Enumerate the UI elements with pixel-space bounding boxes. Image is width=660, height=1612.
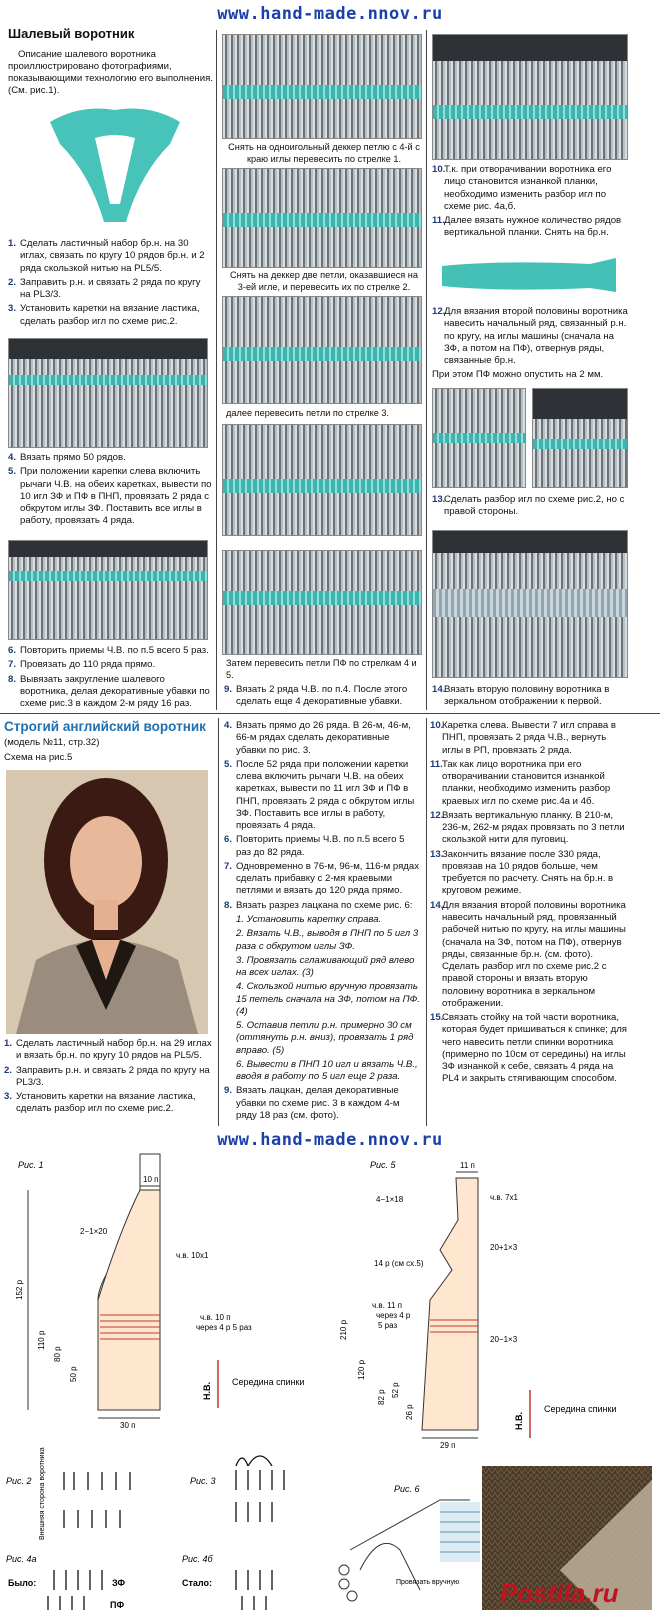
step-item (224, 834, 422, 859)
fig1-h-total: 152 р (15, 1279, 24, 1300)
fig1-cv2: ч.в. 10 п (200, 1313, 231, 1322)
section1-col2-step9 (224, 684, 422, 711)
fig5-note1: 14 р (см сх.5) (374, 1259, 424, 1268)
step-number: 11. (432, 215, 445, 227)
fig5-bottom: 29 п (440, 1441, 456, 1450)
step-item (224, 720, 422, 757)
step-text: Вязать 2 ряда Ч.В. по п.4. После этого сделать еще 4 декоративные убавки. (236, 684, 408, 708)
step-item (432, 215, 628, 240)
section1-col1-steps-a (8, 238, 213, 330)
fig4a-needle-pattern (48, 1570, 102, 1610)
substep: 1. Установить каретку справа. (236, 913, 382, 925)
step-text: Далее вязать нужное количество рядов вертикальной планки. Снять на бр.н. (444, 215, 622, 239)
step-text: Установить каретки на вязание ластика, сделать разбор игл по схеме рис.2. (20, 303, 200, 327)
step-item (4, 1091, 216, 1116)
step-number: 5. (8, 466, 17, 478)
step-number: 2. (4, 1064, 13, 1076)
section2-col2 (224, 720, 422, 1124)
step-item (8, 277, 213, 302)
step-text: Вязать прямо 50 рядов. (20, 452, 126, 463)
woman-portrait-photo (6, 770, 208, 1034)
step-number: 10. (430, 720, 444, 731)
step-number: 10. (432, 164, 446, 175)
fig5-h2: 82 р (377, 1389, 386, 1405)
step-number: 12. (432, 306, 446, 317)
step-text: Закончить вязание после 330 ряда, провязав на 10 рядов больше, чем требуется по расчету. Снять на бр.н. в круговом режиме. (442, 848, 614, 897)
section1-col1-steps-c (8, 645, 213, 712)
step-text: Сделать ластичный набор бр.н. на 30 иглах, связать по кругу 10 рядов бр.н. и 2 ряда скользкой нитью на PL5/5. (20, 238, 205, 274)
substep: 6. Вывести в ПНП 10 игл и вязать Ч.В., вводя в работу по 5 игл еще 2 раза. (236, 1058, 418, 1083)
step-number: 3. (8, 303, 17, 315)
fig1-top-width: 10 п (143, 1175, 159, 1184)
step-text: Вязать вторую половину воротника в зеркальном отображении к первой. (444, 684, 610, 708)
step-number: 4. (8, 452, 17, 463)
step-text: Повторить приемы Ч.В. по п.5 всего 5 раз. (20, 645, 209, 656)
step-number: 14. (432, 684, 446, 695)
fig5-cv3: через 4 р (376, 1311, 411, 1320)
fig4a-zf: ЗФ (112, 1578, 126, 1588)
fig1-bottom: 30 п (120, 1421, 136, 1430)
collar-shape-illustration (40, 104, 190, 232)
step-number: 9. (224, 684, 233, 695)
step-number: 6. (8, 645, 17, 656)
fig4b-became: Стало: (182, 1578, 213, 1588)
step-item (224, 759, 422, 833)
step-item (8, 674, 213, 711)
step-item (8, 238, 213, 275)
fig5-hv: Н.В. (514, 1412, 524, 1430)
step-text: Заправить р.н. и связать 2 ряда по кругу на PL3/3. (20, 276, 201, 301)
step-item (430, 810, 630, 847)
section1-col1 (8, 26, 213, 100)
section2-title: Строгий английский воротник (4, 719, 206, 734)
step-number: 7. (224, 860, 233, 872)
section1-col3-step13 (432, 494, 628, 521)
step-text: Повторить приемы Ч.В. по п.5 всего 5 раз до 82 ряда. (236, 834, 405, 858)
step-number: 6. (224, 834, 233, 846)
section1-col1-steps-b (8, 452, 213, 530)
fig5-dec: 20−1×3 (490, 1335, 518, 1344)
fig4b-label: Рис. 4б (182, 1554, 213, 1564)
step-number: 9. (224, 1085, 233, 1097)
lapel-substeps (224, 914, 422, 1083)
fig5-label: Рис. 5 (370, 1160, 396, 1170)
second-half-photo-right (532, 388, 628, 488)
step-number: 7. (8, 659, 17, 671)
step-item (8, 466, 213, 527)
step-item (430, 849, 630, 898)
section2-col1-steps (4, 1038, 216, 1118)
fig5-h-total: 210 р (339, 1319, 348, 1340)
fig3-needle-pattern (236, 1456, 284, 1522)
step-number: 1. (8, 238, 17, 249)
watermark: Postila.ru (500, 1578, 619, 1608)
step-number: 8. (224, 899, 233, 911)
step-text: Каретка слева. Вывести 7 игл справа в ПНП, провязать 2 ряда Ч.В., вернуть иглы в РП, провязать 2 ряда. (442, 720, 616, 756)
step-item (8, 645, 213, 657)
step-text: При положении карепки слева включить рычаги Ч.В. на обеих каретках, вывести по 10 игл ЗФ и ПФ в ПНП, провязать 2 ряда с обкрутом иглы ЗФ. Поставить все иглы в работу, провязать 4 ряда. (20, 466, 212, 527)
step-number: 2. (8, 276, 17, 288)
step-item (432, 306, 628, 367)
fig1-h2: 80 р (53, 1346, 62, 1362)
fig2-needle-pattern (64, 1472, 130, 1528)
section-divider (0, 713, 660, 714)
site-url-bottom[interactable]: www.hand-made.nnov.ru (217, 1130, 443, 1150)
step-number: 12. (430, 809, 444, 821)
deccker-photo-3 (222, 296, 422, 404)
step-text: Одновременно в 76-м, 96-м, 116-м рядах сделать прибавку с 2-мя краевыми петлями и вязать до 120 ряда прямо. (236, 860, 420, 897)
step-item (8, 303, 213, 328)
step-text: Вязать лацкан, делая декоративные убавки по схеме рис. 3 в каждом 4-м ряду 18 раз (см. фото). (236, 1085, 400, 1121)
deccker-photo-4 (222, 424, 422, 536)
section2-subtitle1: (модель №11, стр.32) (4, 737, 100, 749)
step-number: 14. (430, 899, 444, 911)
deccker-caption-2: Снять на деккер две петли, оказавшиеся на 3-ей игле, и перевесить их по стрелке 2. (230, 270, 418, 292)
fig5-inc: 20+1×3 (490, 1243, 518, 1252)
finished-collar-photo (432, 530, 628, 678)
step-item (224, 684, 422, 709)
step-note: При этом ПФ можно опустить на 2 мм. (432, 369, 604, 381)
fig1-label: Рис. 1 (18, 1160, 44, 1170)
fig1-cv: ч.в. 10х1 (176, 1251, 209, 1260)
section2-col3 (430, 720, 630, 1088)
step-text: Для вязания второй половины воротника навесить начальный ряд, провязанный рабочей нитью по кругу, на иглы машины (сначала на ЗФ, потом на ПФ), отвернув ряды, связанные бр.н. (см. фото). Сделать разбор игл по схеме рис.2 с правой стороны и вязать вторую половину воротника в зеркальном отображении. (442, 899, 626, 1009)
fig5-center: Середина спинки (544, 1404, 617, 1414)
deccker-photo-1 (222, 34, 422, 139)
step-text: Для вязания второй половины воротника навесить начальный ряд, связанный р.н. по кругу, на иглы машины (сначала на ЗФ, а потом на ПФ), отвернув ряды, связанные бр.н. (444, 306, 628, 367)
fig1-h3: 50 р (69, 1366, 78, 1382)
deccker-caption-3: далее перевесить петли по стрелке 3. (226, 408, 390, 418)
step-number: 11. (430, 758, 443, 770)
fig4a-was: Было: (8, 1578, 37, 1588)
fig5-cv: ч.в. 7х1 (490, 1193, 518, 1202)
column-divider (216, 30, 217, 710)
fig1-cv3: через 4 р 5 раз (196, 1323, 252, 1332)
step-item (432, 494, 628, 519)
substep: 2. Вязать Ч.В., выводя в ПНП по 5 игл 3 раза с обкрутом иглы ЗФ. (236, 928, 419, 952)
step-text: Связать стойку на той части воротника, которая будет пришиваться к спинке; для чего навесить петли спинки воротника (примерно по 10см от середины) на иглы ЗФ изнанкой к себе, связать 4 ряда на PL4 и закрыть стягивающим способом. (442, 1012, 628, 1085)
fig1-h1: 110 р (37, 1330, 46, 1350)
fig1-hv: Н.В. (202, 1382, 212, 1400)
fig3-label: Рис. 3 (190, 1476, 216, 1486)
site-url-top[interactable]: www.hand-made.nnov.ru (217, 4, 443, 24)
step-item (8, 659, 213, 671)
fig5-cv2: ч.в. 11 п (372, 1301, 402, 1310)
section1-title: Шалевый воротник (8, 26, 135, 41)
knitting-machine-photo-2 (8, 540, 208, 640)
step-text: Заправить р.н. и связать 2 ряда по кругу на PL3/3. (16, 1064, 210, 1088)
section1-col3-step14 (432, 684, 628, 711)
section1-intro: Описание шалевого воротника проиллюстрировано фотографиями, показывающими технологию его выполнения. (См. рис.1). (8, 48, 213, 97)
step-number: 8. (8, 673, 17, 685)
step-number: 4. (224, 720, 233, 731)
section2-col1-header (4, 718, 214, 766)
step-item (432, 684, 628, 709)
step-item (224, 861, 422, 898)
column-divider (218, 718, 219, 1126)
section1-col3-steps-a (432, 164, 628, 242)
step-text: Вязать прямо до 26 ряда. В 26-м, 46-м, 66-м рядах сделать декоративные убавки по рис. 3. (236, 720, 411, 756)
fig2-side: Внешняя сторона воротника (39, 1447, 46, 1540)
step-text: Так как лицо воротника при его отворачивании становится изнанкой планки, необходимо изменить разбор краевых игл по схеме рис.4а и 4б. (442, 758, 611, 807)
step-text: После 52 ряда при положении каретки слева включить рычаги Ч.В. на обеих каретках, вывести по 11 игл ЗФ и ПФ в ПНП, провязать 2 ряда с обкрутом иглы ЗФ. Поставить все иглы в работу, провязать 4 ряда. (236, 758, 415, 832)
fig4b-needle-pattern (236, 1570, 272, 1610)
substep: 5. Оставив петли р.н. примерно 30 см (оттянуть р.н. вниз), провязать 1 ряд вправо. (5) (236, 1020, 414, 1056)
step-item (4, 1038, 216, 1063)
step-text: Вязать вертикальную планку. В 210-м, 236-м, 262-м рядах провязать по 3 петли скользкой нити для пуговиц. (442, 809, 625, 846)
step-number: 1. (4, 1038, 13, 1049)
step-item (224, 900, 422, 912)
step-number: 13. (430, 848, 444, 860)
fig4a-pf: ПФ (110, 1600, 125, 1610)
column-divider (426, 30, 427, 710)
step-text: Установить каретки на вязание ластика, сделать разбор игл по схеме рис.2. (16, 1091, 196, 1115)
fig5-slope: 4−1×18 (376, 1195, 404, 1204)
step-text: Вывязать закругление шалевого воротника, делая декоративные убавки по схеме рис.3 в каждом 2-м ряду 16 раз. (20, 673, 210, 710)
step-text: Т.к. при отворачивании воротника его лицо становится изнанкой планки, необходимо изменить разбор игл по схеме рис. 4а,б. (444, 164, 612, 212)
deccker-caption-1: Снять на одноигольный деккер петлю с 4-й с краю иглы перевесить по стрелке 1. (228, 142, 420, 164)
step-item (430, 759, 630, 808)
section1-col3-step12 (432, 306, 628, 384)
knitting-machine-photo-1 (8, 338, 208, 448)
second-half-photo-left (432, 388, 526, 488)
fig6-knit: Провязать вручную (396, 1579, 460, 1586)
column-divider (426, 718, 427, 1126)
step-item (432, 164, 628, 213)
step-number: 15. (430, 1012, 444, 1024)
step-item (224, 1085, 422, 1122)
step-number: 13. (432, 494, 446, 505)
fig6-label: Рис. 6 (394, 1484, 420, 1494)
fig5-h3: 52 р (391, 1382, 400, 1398)
fig1-slope: 2−1×20 (80, 1227, 108, 1236)
deccker-photo-2 (222, 168, 422, 268)
substep: 4. Скользкой нитью вручную провязать 15 петель сначала на ЗФ, потом на ПФ. (4) (236, 981, 420, 1017)
step-item (430, 1012, 630, 1086)
section2-subtitle2: Схема на рис.5 (4, 751, 73, 763)
step-number: 3. (4, 1091, 13, 1103)
fig4a-label: Рис. 4а (6, 1554, 37, 1564)
step-text: Сделать разбор игл по схеме рис.2, но с правой стороны. (444, 494, 625, 518)
step-item (430, 720, 630, 757)
deccker-photo-5 (222, 550, 422, 655)
deccker-caption-4: Затем перевесить петли ПФ по стрелкам 4 и 5. (226, 658, 417, 680)
step-text: Сделать ластичный набор бр.н. на 29 иглах и вязать бр.н. по кругу 10 рядов на PL5/5. (16, 1038, 212, 1062)
step-item (430, 900, 630, 1010)
fig5-cv4: 5 раз (378, 1321, 398, 1330)
step-item (8, 452, 213, 464)
step-number: 5. (224, 758, 233, 770)
fig5-h4: 26 р (405, 1404, 414, 1420)
fig5-h1: 120 р (357, 1359, 366, 1380)
fig5-top-width: 11 п (460, 1161, 475, 1170)
collar-turn-photo (432, 34, 628, 160)
step-text: Провязать до 110 ряда прямо. (20, 659, 156, 671)
substep: 3. Провязать сглаживающий ряд влево на всех иглах. (3) (236, 954, 415, 979)
step-item (4, 1065, 216, 1090)
fig2-label: Рис. 2 (6, 1476, 32, 1486)
fig1-center: Середина спинки (232, 1377, 305, 1387)
knitted-strip-illustration (440, 252, 620, 302)
pattern-diagrams (0, 1150, 660, 1612)
step-text: Вязать разрез лацкана по схеме рис. 6: (236, 899, 413, 911)
